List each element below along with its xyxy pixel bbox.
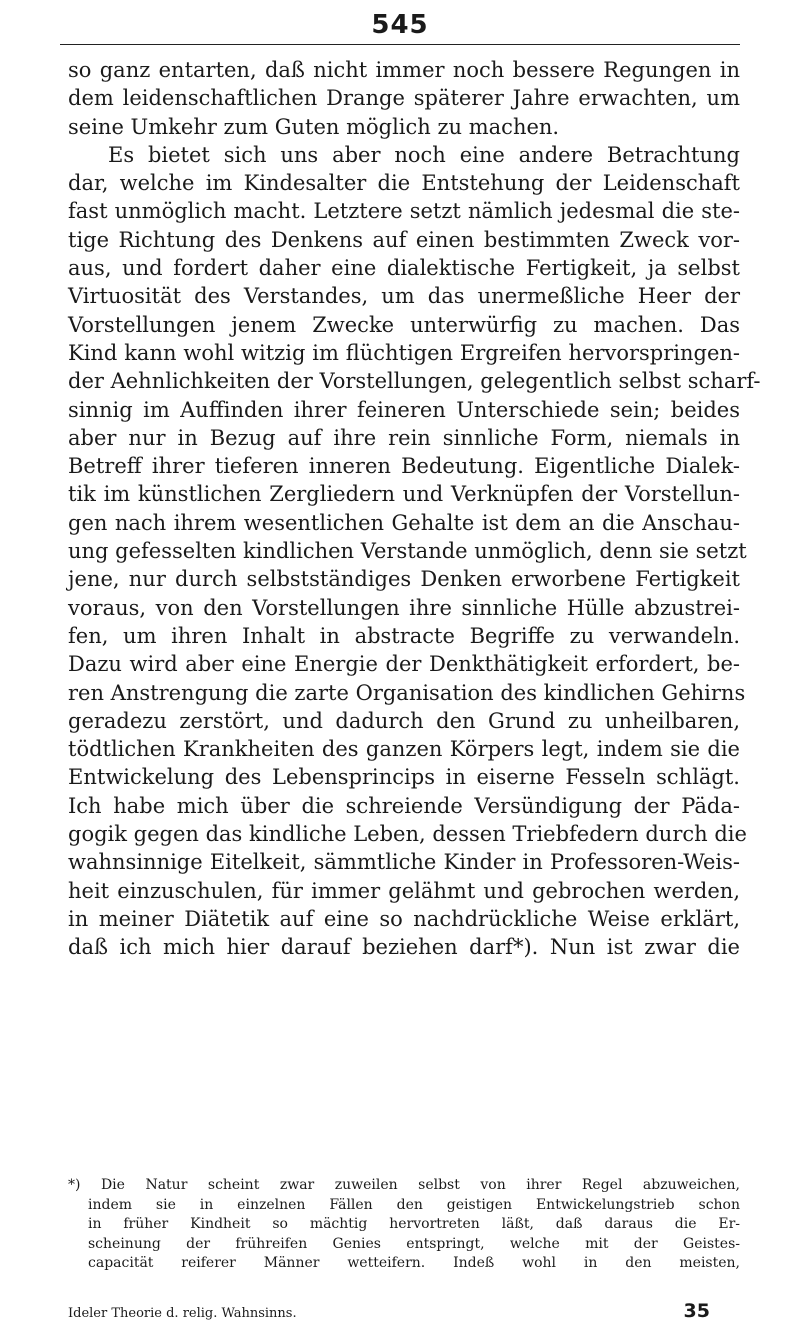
text-line: aus, und fordert daher eine dialektische Fertigkeit, ja selbst: [68, 256, 740, 281]
page-footer: [68, 1300, 740, 1326]
book-page: [60, 0, 761, 1336]
footnote-line: indem sie in einzelnen Fällen den geistigen Entwickelungstrieb schon: [88, 1196, 740, 1213]
sheet-number: 35: [683, 1300, 710, 1322]
text-line: dem leidenschaftlichen Drange späterer Jahre erwachten, um: [68, 86, 740, 111]
text-line: der Aehnlichkeiten der Vorstellungen, gelegentlich selbst scharf-: [68, 369, 761, 394]
text-line: Es bietet sich uns aber noch eine andere Betrachtung: [108, 142, 740, 167]
text-line: Betreff ihrer tieferen inneren Bedeutung. Eigentliche Dialek-: [68, 454, 740, 479]
text-line: dar, welche im Kindesalter die Entstehung der Leidenschaft: [68, 171, 740, 196]
text-line: tik im künstlichen Zergliedern und Verknüpfen der Vorstellun-: [68, 482, 740, 507]
text-line: tige Richtung des Denkens auf einen bestimmten Zweck vor-: [68, 227, 740, 252]
footnote-line: *) Die Natur scheint zwar zuweilen selbst von ihrer Regel abzuweichen,: [68, 1177, 740, 1193]
header-rule: [60, 44, 740, 45]
text-line: gen nach ihrem wesentlichen Gehalte ist dem an die Anschau-: [68, 510, 740, 535]
text-line: wahnsinnige Eitelkeit, sämmtliche Kinder in Professoren-Weis-: [68, 850, 740, 875]
text-line: so ganz entarten, daß nicht immer noch bessere Regungen in: [68, 58, 740, 82]
text-line: geradezu zerstört, und dadurch den Grund zu unheilbaren,: [68, 708, 740, 733]
text-line: seine Umkehr zum Guten möglich zu machen.: [68, 114, 560, 139]
text-line: sinnig im Auffinden ihrer feineren Unterschiede sein; beides: [68, 397, 740, 422]
footnote: [68, 1176, 740, 1274]
text-line: heit einzuschulen, für immer gelähmt und gebrochen werden,: [68, 878, 740, 903]
text-line: Virtuosität des Verstandes, um das unermeßliche Heer der: [68, 284, 740, 309]
text-line: fen, um ihren Inhalt in abstracte Begriffe zu verwandeln.: [68, 623, 740, 648]
footnote-line: capacität reiferer Männer wetteifern. Indeß wohl in den meisten,: [88, 1255, 740, 1271]
signature-line: Ideler Theorie d. relig. Wahnsinns.: [68, 1306, 297, 1321]
text-line: Ich habe mich über die schreiende Versündigung der Päda-: [68, 793, 740, 818]
text-line: gogik gegen das kindliche Leben, dessen Triebfedern durch die: [68, 822, 747, 847]
main-text: [68, 56, 761, 962]
text-line: jene, nur durch selbstständiges Denken erworbene Fertigkeit: [68, 567, 740, 592]
text-line: aber nur in Bezug auf ihre rein sinnliche Form, niemals in: [68, 425, 740, 450]
text-line: in meiner Diätetik auf eine so nachdrückliche Weise erklärt,: [68, 906, 740, 931]
text-line: ren Anstrengung die zarte Organisation des kindlichen Gehirns: [68, 680, 746, 705]
text-line: Entwickelung des Lebensprincips in eiserne Fesseln schlägt.: [68, 765, 740, 790]
text-line: Vorstellungen jenem Zwecke unterwürfig zu machen. Das: [68, 312, 740, 337]
page-number: 545: [371, 10, 429, 40]
text-line: daß ich mich hier darauf beziehen darf*). Nun ist zwar die: [68, 935, 740, 960]
text-line: fast unmöglich macht. Letztere setzt nämlich jedesmal die ste-: [68, 199, 740, 224]
text-line: ung gefesselten kindlichen Verstande unmöglich, denn sie setzt: [68, 539, 747, 564]
footnote-line: in früher Kindheit so mächtig hervortreten läßt, daß daraus die Er-: [88, 1216, 740, 1232]
text-line: Dazu wird aber eine Energie der Denkthätigkeit erfordert, be-: [68, 652, 740, 677]
footnote-line: scheinung der frühreifen Genies entspringt, welche mit der Geistes-: [88, 1235, 740, 1252]
text-line: voraus, von den Vorstellungen ihre sinnliche Hülle abzustrei-: [68, 595, 740, 620]
text-line: tödtlichen Krankheiten des ganzen Körpers legt, indem sie die: [68, 737, 740, 762]
text-line: Kind kann wohl witzig im flüchtigen Ergreifen hervorspringen-: [68, 340, 740, 365]
